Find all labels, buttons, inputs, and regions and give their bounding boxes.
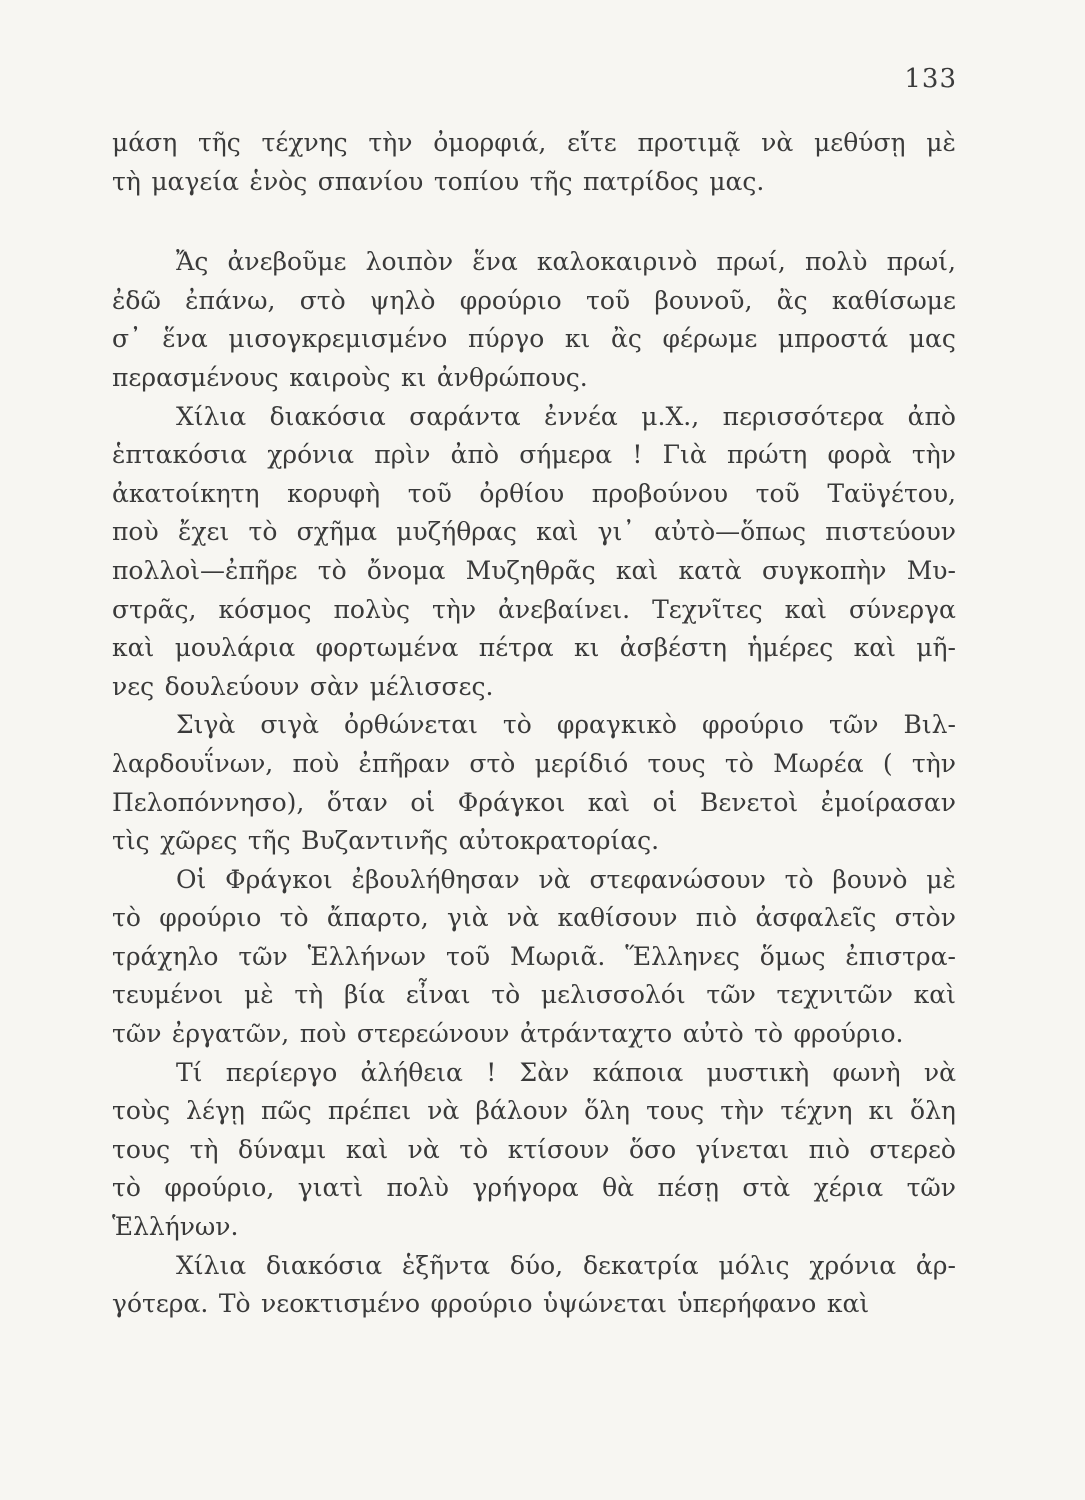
paragraph	[112, 243, 956, 397]
text-line: Σιγὰ σιγὰ ὀρθώνεται τὸ φραγκικὸ φρούριο τῶν Βιλ-	[176, 710, 956, 740]
paragraph-gap	[112, 201, 956, 243]
text-line: Πελοπόννησο), ὅταν οἱ Φράγκοι καὶ οἱ Βενετοὶ ἐμοίρασαν	[112, 787, 956, 817]
paragraph	[112, 861, 956, 1054]
text-line: τὴ μαγεία ἑνὸς σπανίου τοπίου τῆς πατρίδος μας.	[112, 166, 765, 196]
paragraph	[112, 1054, 956, 1247]
text-line: σ᾽ ἕνα μισογκρεμισμένο πύργο κι ἂς φέρωμε μπροστά μας	[112, 324, 956, 354]
body-text	[112, 124, 956, 1324]
paragraph	[112, 398, 956, 707]
text-line: στρᾶς, κόσμος πολὺς τὴν ἀνεβαίνει. Τεχνῖτες καὶ σύνεργα	[112, 594, 956, 624]
text-line: καὶ μουλάρια φορτωμένα πέτρα κι ἀσβέστη ἡμέρες καὶ μῆ-	[112, 633, 956, 663]
text-line: τοὺς λέγῃ πῶς πρέπει νὰ βάλουν ὅλη τους τὴν τέχνη κι ὅλη	[112, 1096, 956, 1126]
text-line: ἐδῶ ἐπάνω, στὸ ψηλὸ φρούριο τοῦ βουνοῦ, ἂς καθίσωμε	[112, 285, 956, 315]
page-number: 133	[904, 64, 957, 94]
text-line: γότερα. Τὸ νεοκτισμένο φρούριο ὑψώνεται ὑπερήφανο καὶ	[112, 1289, 870, 1319]
text-line: μάση τῆς τέχνης τὴν ὀμορφιά, εἴτε προτιμᾷ νὰ μεθύσῃ μὲ	[112, 128, 956, 157]
paragraph	[112, 124, 956, 201]
text-line: ἀκατοίκητη κορυφὴ τοῦ ὀρθίου προβούνου τοῦ Ταϋγέτου,	[112, 478, 956, 508]
text-line: τῶν ἐργατῶν, ποὺ στερεώνουν ἀτράνταχτο αὐτὸ τὸ φρούριο.	[112, 1019, 904, 1049]
text-line: λαρδουΐνων, ποὺ ἐπῆραν στὸ μερίδιό τους τὸ Μωρέα ( τὴν	[112, 748, 956, 778]
text-line: Χίλια διακόσια σαράντα ἐννέα μ.Χ., περισσότερα ἀπὸ	[176, 401, 956, 431]
text-line: Χίλια διακόσια ἑξῆντα δύο, δεκατρία μόλις χρόνια ἀρ-	[176, 1250, 956, 1280]
paragraph	[112, 706, 956, 860]
text-line: τὶς χῶρες τῆς Βυζαντινῆς αὐτοκρατορίας.	[112, 826, 660, 856]
paragraph	[112, 1247, 956, 1324]
text-line: τους τὴ δύναμι καὶ νὰ τὸ κτίσουν ὅσο γίνεται πιὸ στερεὸ	[112, 1134, 956, 1164]
text-line: τὸ φρούριο, γιατὶ πολὺ γρήγορα θὰ πέσῃ στὰ χέρια τῶν	[112, 1173, 956, 1203]
text-line: Ἄς ἀνεβοῦμε λοιπὸν ἕνα καλοκαιρινὸ πρωί, πολὺ πρωί,	[176, 247, 956, 277]
text-line: Οἱ Φράγκοι ἐβουλήθησαν νὰ στεφανώσουν τὸ βουνὸ μὲ	[176, 864, 956, 894]
text-line: Ἑλλήνων.	[112, 1212, 239, 1242]
text-line: πολλοὶ—ἐπῆρε τὸ ὄνομα Μυζηθρᾶς καὶ κατὰ συγκοπὴν Μυ-	[112, 555, 956, 585]
text-line: ἑπτακόσια χρόνια πρὶν ἀπὸ σήμερα ! Γιὰ πρώτη φορὰ τὴν	[112, 440, 956, 470]
text-line: ποὺ ἔχει τὸ σχῆμα μυζήθρας καὶ γι᾽ αὐτὸ—ὅπως πιστεύουν	[112, 517, 956, 547]
text-line: τευμένοι μὲ τὴ βία εἶναι τὸ μελισσολόι τῶν τεχνιτῶν καὶ	[112, 980, 956, 1010]
text-line: περασμένους καιροὺς κι ἀνθρώπους.	[112, 362, 588, 392]
text-line: νες δουλεύουν σὰν μέλισσες.	[112, 671, 494, 701]
text-line: τράχηλο τῶν Ἑλλήνων τοῦ Μωριᾶ. Ἕλληνες ὅμως ἐπιστρα-	[112, 941, 956, 971]
text-line: τὸ φρούριο τὸ ἄπαρτο, γιὰ νὰ καθίσουν πιὸ ἀσφαλεῖς στὸν	[112, 903, 956, 933]
text-line: Τί περίεργο ἀλήθεια ! Σὰν κάποια μυστικὴ φωνὴ νὰ	[176, 1057, 956, 1087]
